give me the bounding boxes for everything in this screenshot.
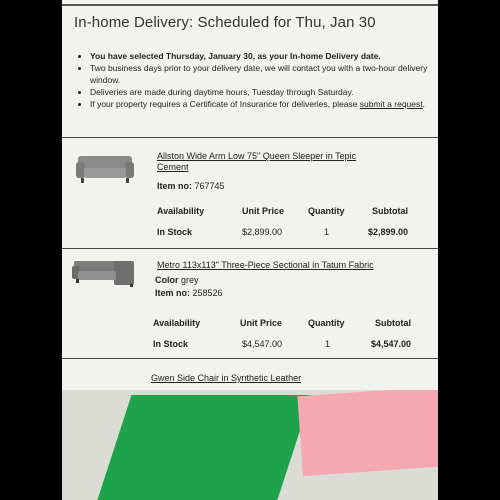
delivery-notes <box>76 50 440 110</box>
col-availability: Availability <box>153 318 201 328</box>
col-availability: Availability <box>157 206 205 216</box>
submit-request-link[interactable]: submit a request <box>359 99 423 109</box>
product-color: Color grey <box>155 275 199 285</box>
subtotal-value: $2,899.00 <box>368 227 409 237</box>
photo-frame-right <box>438 0 500 500</box>
col-quantity: Quantity <box>308 318 345 328</box>
divider <box>62 358 438 359</box>
availability-value: In Stock <box>157 227 193 237</box>
product-item-number: Item no: 258526 <box>155 288 223 298</box>
photo-frame-left <box>0 0 62 500</box>
divider <box>62 248 438 249</box>
unit-price-value: $2,899.00 <box>242 227 283 237</box>
col-unit-price: Unit Price <box>240 318 283 328</box>
col-unit-price: Unit Price <box>242 206 285 216</box>
quantity-value: 1 <box>324 227 330 237</box>
pink-paper <box>297 386 438 476</box>
sofa-icon <box>76 152 134 186</box>
subtotal-value: $4,547.00 <box>371 339 412 349</box>
top-rule <box>62 4 438 6</box>
col-subtotal: Subtotal <box>375 318 411 328</box>
col-quantity: Quantity <box>308 206 345 216</box>
product-link-gwen[interactable]: Gwen Side Chair in Synthetic Leather <box>151 373 302 383</box>
quantity-value: 1 <box>325 339 331 349</box>
note-insurance: • If your property requires a Certificate of Insurance for deliveries, please submit a request. <box>90 98 440 110</box>
divider <box>62 137 438 138</box>
green-folder <box>93 395 312 500</box>
note-selected-date: • You have selected Thursday, January 30, as your In-home Delivery date. <box>90 50 440 62</box>
note-contact-window: • Two business days prior to your delivery date, we will contact you with a two-hour delivery window. <box>90 62 440 86</box>
col-subtotal: Subtotal <box>372 206 408 216</box>
product-item-number: Item no: 767745 <box>157 181 225 191</box>
product-link-metro[interactable]: Metro 113x113" Three-Piece Sectional in Tatum Fabric <box>157 260 374 270</box>
note-delivery-hours: • Deliveries are made during daytime hours, Tuesday through Saturday. <box>90 86 440 98</box>
availability-value: In Stock <box>153 339 189 349</box>
unit-price-value: $4,547.00 <box>242 339 283 349</box>
order-document <box>62 0 438 390</box>
delivery-title: In-home Delivery: Scheduled for Thu, Jan 30 <box>74 14 376 31</box>
sectional-sofa-icon <box>72 258 136 288</box>
desk-surface <box>62 385 438 500</box>
product-link-allston[interactable]: Allston Wide Arm Low 75" Queen Sleeper in Tepic Cement <box>157 151 357 172</box>
